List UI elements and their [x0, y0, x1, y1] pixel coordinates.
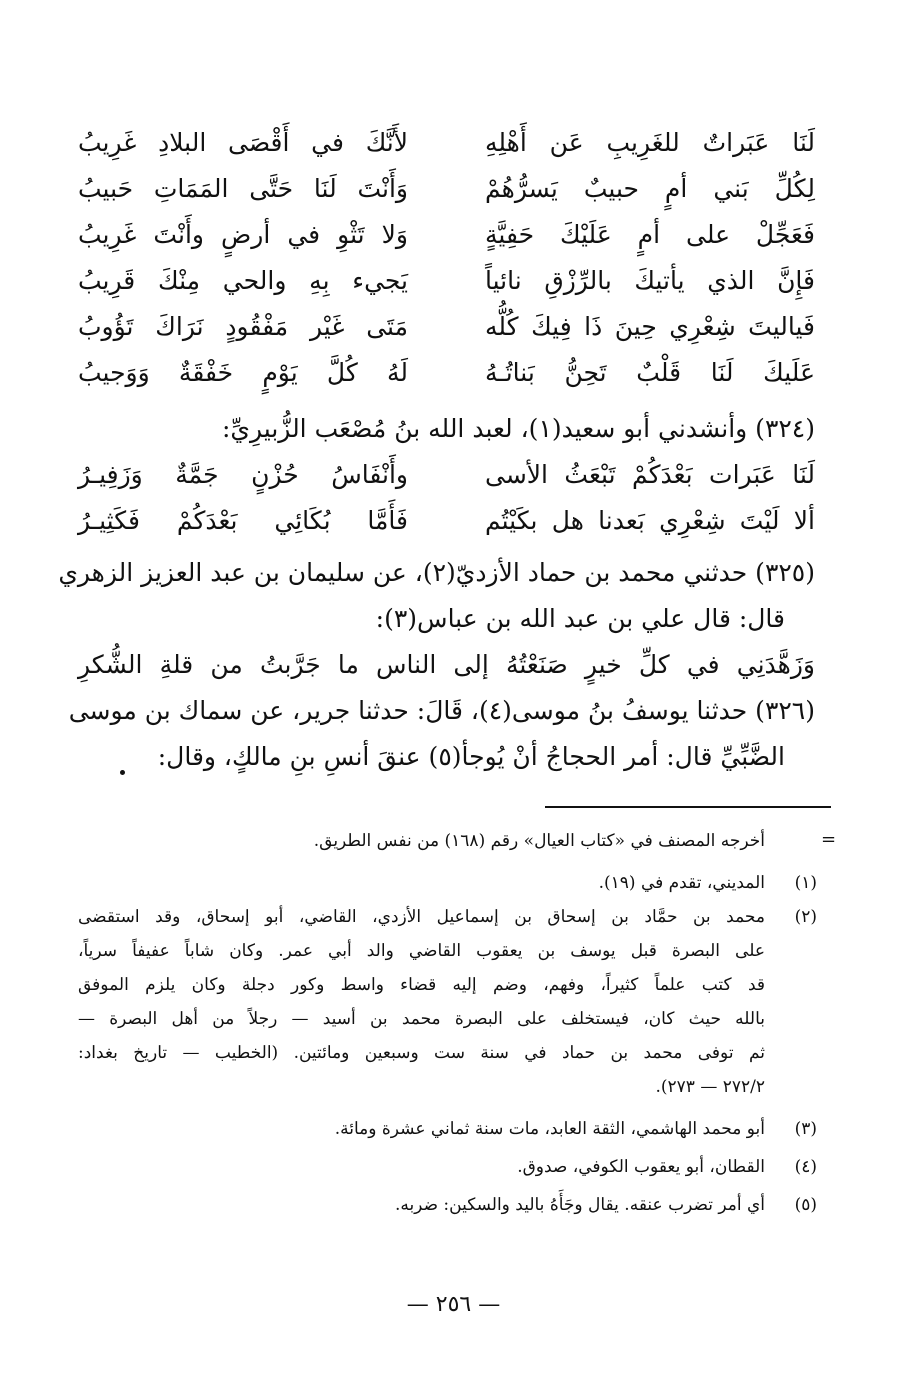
poem-verse-single: وَزَهَّدَنِي في كلِّ خيرٍ صَنَعْتُهُ إلى الناس ما جَرَّبتُ من قلةِ الشُّكرِ: [78, 650, 815, 679]
footnote-text: أي أمر تضرب عنقه. يقال وجَأَهُ باليد والسكين: ضربه.: [394, 1195, 765, 1215]
footnote-text: ٢٧٢/٢ — ٢٧٣).: [655, 1077, 765, 1097]
verse-second-hemistich: يَجيء بِهِ والحي مِنْكَ قَرِيبُ: [78, 266, 408, 295]
verse-first-hemistich: فَإِنَّ الذي يأتيكَ بالرِّزْقِ نائياً: [485, 266, 815, 295]
footnote-text: على البصرة قبل يوسف بن يعقوب القاضي والد أبي عمر. وكان شاباً عفيفاً سرياً،: [78, 941, 765, 961]
verse-second-hemistich: لأَنَّكَ في أَقْصَى البلادِ غَرِيبُ: [78, 128, 408, 157]
poem-verse: [78, 258, 815, 304]
footnote-text: القطان، أبو يعقوب الكوفي، صدوق.: [517, 1157, 765, 1177]
footnote-2-line: [78, 1072, 817, 1102]
verse-first-hemistich: ألا لَيْتَ شِعْرِي بَعدنا هل بكَيْتُم: [485, 506, 815, 535]
footnote-text: أخرجه المصنف في «كتاب العيال» رقم (١٦٨) من نفس الطريق.: [313, 831, 765, 851]
footnote-2-line: [78, 1038, 817, 1068]
verse-second-hemistich: لَهُ كُلَّ يَوْمٍ خَفْقَةٌ وَوَجيبُ: [78, 358, 408, 387]
footnote-lead: [78, 826, 817, 856]
verse-second-hemistich: وأَنْفَاسُ حُزْنٍ جَمَّةٌ وَزَفِيـرُ: [78, 460, 408, 489]
verse-second-hemistich: وَلا تَثْوِ في أرضٍ وأَنْتَ غَرِيبُ: [78, 220, 408, 249]
footnote-separator: [545, 806, 831, 808]
verse-second-hemistich: فَأَمَّا بُكَائِي بَعْدَكُمْ فَكَثِيـرُ: [78, 506, 408, 535]
verse-first-hemistich: لِكُلِّ بَني أمٍ حبيبٌ يَسرُّهُمْ: [485, 174, 815, 203]
paragraph-326-continued: الضَّبِّيِّ قال: أمر الحجاجُ أنْ يُوجأ(٥) عنقَ أنسِ بنِ مالكٍ، وقال:: [157, 742, 785, 771]
footnote-number: (٢): [794, 907, 817, 927]
poem-verse: [78, 120, 815, 166]
verse-first-hemistich: عَلَيكَ لَنَا قَلْبٌ تَحِنُّ بَناتُـهُ: [485, 358, 815, 387]
footnote-text: المديني، تقدم في (١٩).: [598, 873, 765, 893]
verse-first-hemistich: لَنَا عَبَراتٌ للغَرِيبِ عَن أَهْلِهِ: [485, 128, 815, 157]
verse-first-hemistich: فَياليتَ شِعْرِي حِينَ ذَا فِيكَ كُلُّه: [485, 312, 815, 341]
poem-verse: [78, 350, 815, 396]
verse-first-hemistich: فَعَجِّلْ على أمٍ عَلَيْكَ حَفِيَّةٍ: [485, 220, 815, 249]
paragraph-325: (٣٢٥) حدثني محمد بن حماد الأزديّ(٢)، عن سليمان بن عبد العزيز الزهري: [58, 558, 815, 587]
paragraph-324: (٣٢٤) وأنشدني أبو سعيد(١)، لعبد الله بنُ مُصْعَب الزُّبيرِيِّ:: [221, 414, 815, 443]
footnote-1: [78, 868, 817, 898]
footnote-3: [78, 1114, 817, 1144]
footnote-4: [78, 1152, 817, 1182]
footnote-2-line: [78, 1004, 817, 1034]
poem-verse: [78, 452, 815, 498]
footnote-number: (١): [794, 873, 817, 893]
paragraph-326: (٣٢٦) حدثنا يوسفُ بنُ موسى(٤)، قَالَ: حدثنا جرير، عن سماك بن موسى: [68, 696, 815, 725]
footnote-text: أبو محمد الهاشمي، الثقة العابد، مات سنة ثماني عشرة ومائة.: [334, 1119, 765, 1139]
footnote-number: (٥): [794, 1195, 817, 1215]
footnote-text: محمد بن حمَّاد بن إسحاق بن إسماعيل الأزدي، القاضي، أبو إسحاق، وقد استقضى: [78, 907, 765, 927]
poem-verse: [78, 166, 815, 212]
footnote-5: [78, 1190, 817, 1220]
footnote-text: قد كتب علماً كثيراً، وفهم، وضم إليه قضاء واسط وكور دجلة وكان يلزم الموفق: [78, 975, 765, 995]
paragraph-325-continued: قال: قال علي بن عبد الله بن عباس(٣):: [375, 604, 785, 633]
footnote-2-line: [78, 936, 817, 966]
poem-verse: [78, 498, 815, 544]
end-dot: [120, 770, 125, 775]
verse-second-hemistich: مَتَى غَيْر مَفْقُودٍ نَرَاكَ تَؤُوبُ: [78, 312, 408, 341]
verse-second-hemistich: وَأَنْتَ لَنَا حَتَّى المَمَاتِ حَبيبُ: [78, 174, 408, 203]
footnote-number: (٤): [794, 1157, 817, 1177]
poem-verse: [78, 212, 815, 258]
verse-first-hemistich: لَنَا عَبَرات بَعْدَكُمْ تَبْعَثُ الأسى: [485, 460, 815, 489]
footnote-number: (٣): [794, 1119, 817, 1139]
poem-verse: [78, 304, 815, 350]
footnote-2-line: [78, 970, 817, 1000]
footnote-text: بالله حيث كان، فيستخلف على البصرة محمد بن أسيد — رجلاً من أهل البصرة —: [78, 1009, 765, 1029]
footnote-text: ثم توفى محمد بن حماد في سنة ست وسبعين ومائتين. (الخطيب — تاريخ بغداد:: [78, 1043, 765, 1063]
page-number: — ٢٥٦ —: [406, 1292, 501, 1317]
continuation-mark: =: [821, 829, 837, 850]
footnote-2: [78, 902, 817, 932]
